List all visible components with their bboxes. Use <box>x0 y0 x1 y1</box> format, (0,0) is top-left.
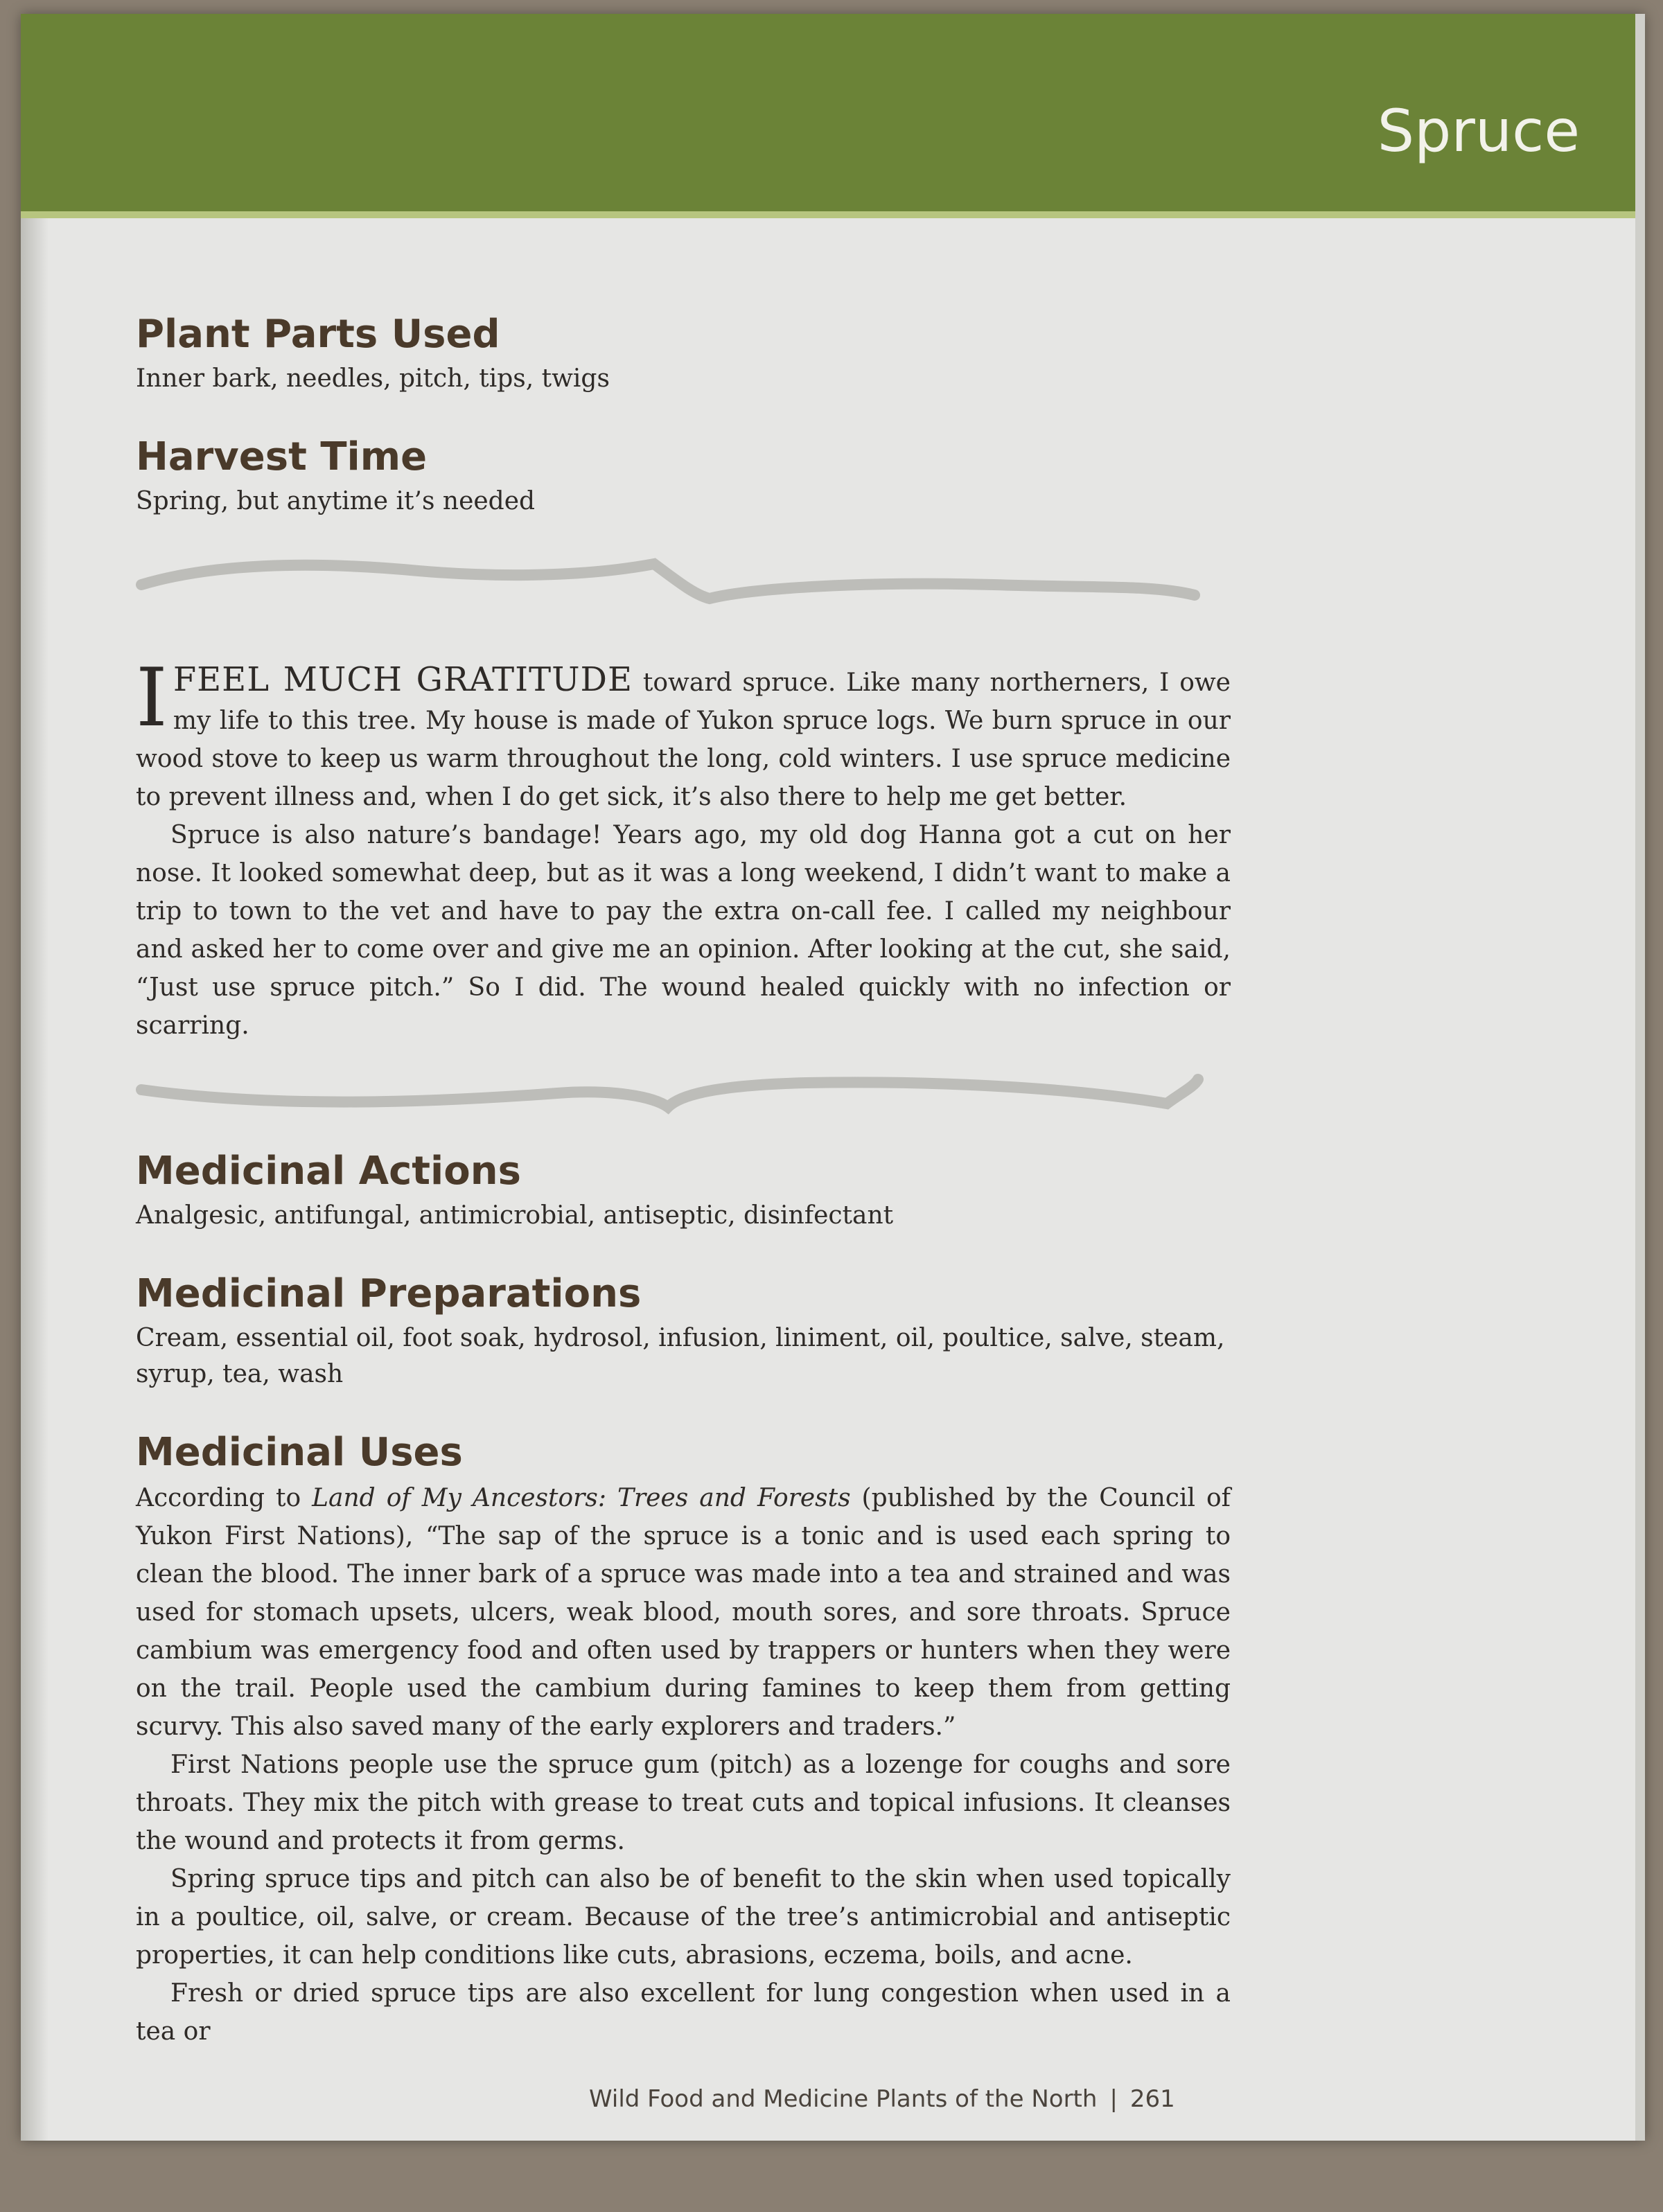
section-plant-parts-used <box>136 312 1231 397</box>
section-body: Inner bark, needles, pitch, tips, twigs <box>136 364 610 393</box>
uses-paragraph-3: Spring spruce tips and pitch can also be of benefit to the skin when used topically in a poultice, oil, salve, or cream. Because of the tree’s antimicrobial and antiseptic properties, it can help conditions like cuts, abrasions, eczema, boils, and acne. <box>136 1865 1231 1970</box>
section-heading: Medicinal Actions <box>136 1149 521 1194</box>
uses-text: According to <box>136 1484 313 1512</box>
uses-paragraph-1 <box>136 1479 1231 1746</box>
section-heading: Medicinal Uses <box>136 1430 463 1475</box>
drop-cap: I <box>136 651 168 745</box>
section-body: Analgesic, antifungal, antimicrobial, antiseptic, disinfectant <box>136 1201 894 1230</box>
cited-book-title: Land of My Ancestors: Trees and Forests <box>312 1484 851 1512</box>
section-heading: Medicinal Preparations <box>136 1271 642 1316</box>
medicinal-uses-body <box>136 1479 1231 2051</box>
chapter-title: Spruce <box>1377 97 1580 165</box>
section-harvest-time <box>136 434 1231 520</box>
intro-paragraph-2: Spruce is also nature’s bandage! Years ago, my old dog Hanna got a cut on her nose. It looked somewhat deep, but as it was a long weekend, I didn’t want to make a trip to town to the vet and have to pay the extra on-call fee. I called my neighbour and asked her to come over and give me an opinion. After looking at the cut, she said, “Just use spruce pitch.” So I did. The wound healed quickly with no infection or scarring. <box>136 821 1231 1040</box>
ornamental-divider-top <box>127 557 1208 612</box>
section-body: Spring, but anytime it’s needed <box>136 487 536 515</box>
section-medicinal-uses <box>136 1430 1231 2051</box>
chapter-header-band <box>21 14 1635 218</box>
uses-text: (published by the Council of Yukon First Nations), “The sap of the spruce is a tonic and is used each spring to clean the blood. The inner bark of a spruce was made into a tea and strained and was used for stomach upsets, ulcers, weak blood, mouth sores, and sore throats. Spruce cambium was emergency food and often used by trappers or hunters when they were on the trail. People used the cambium during famines to keep them from getting scurvy. This also saved many of the early explorers and traders.” <box>136 1484 1231 1741</box>
footer-book-title: Wild Food and Medicine Plants of the North <box>589 2085 1098 2113</box>
footer-separator: | <box>1109 2085 1118 2113</box>
page-gutter <box>21 14 49 2141</box>
page-number: 261 <box>1129 2085 1175 2113</box>
book-page <box>21 14 1645 2141</box>
intro-lead-caps: FEEL MUCH GRATITUDE <box>173 660 633 699</box>
intro-text: toward spruce. Like many northerners, I owe my life to this tree. My house is made of Yukon spruce logs. We burn spruce in our wood stove to keep us warm throughout the long, cold winters. I use spruce medicine to prevent illness and, when I do get sick, it’s also there to help me get better. <box>136 669 1231 811</box>
section-body: Cream, essential oil, foot soak, hydrosol, infusion, liniment, oil, poultice, salve, steam, syrup, tea, wash <box>136 1324 1225 1388</box>
section-heading: Plant Parts Used <box>136 312 500 357</box>
section-medicinal-actions <box>136 1149 1231 1234</box>
section-medicinal-preparations <box>136 1271 1231 1392</box>
section-heading: Harvest Time <box>136 434 428 479</box>
page-content <box>136 312 1231 2088</box>
intro-story <box>136 651 1231 1045</box>
ornamental-divider-bottom <box>127 1065 1208 1121</box>
uses-paragraph-2: First Nations people use the spruce gum (pitch) as a lozenge for coughs and sore throats. They mix the pitch with grease to treat cuts and topical infusions. It cleanses the wound and protects it from germs. <box>136 1751 1231 1855</box>
page-footer <box>589 2085 1175 2113</box>
uses-paragraph-4: Fresh or dried spruce tips are also excellent for lung congestion when used in a tea or <box>136 1979 1231 2046</box>
intro-paragraph-1 <box>136 651 1231 816</box>
